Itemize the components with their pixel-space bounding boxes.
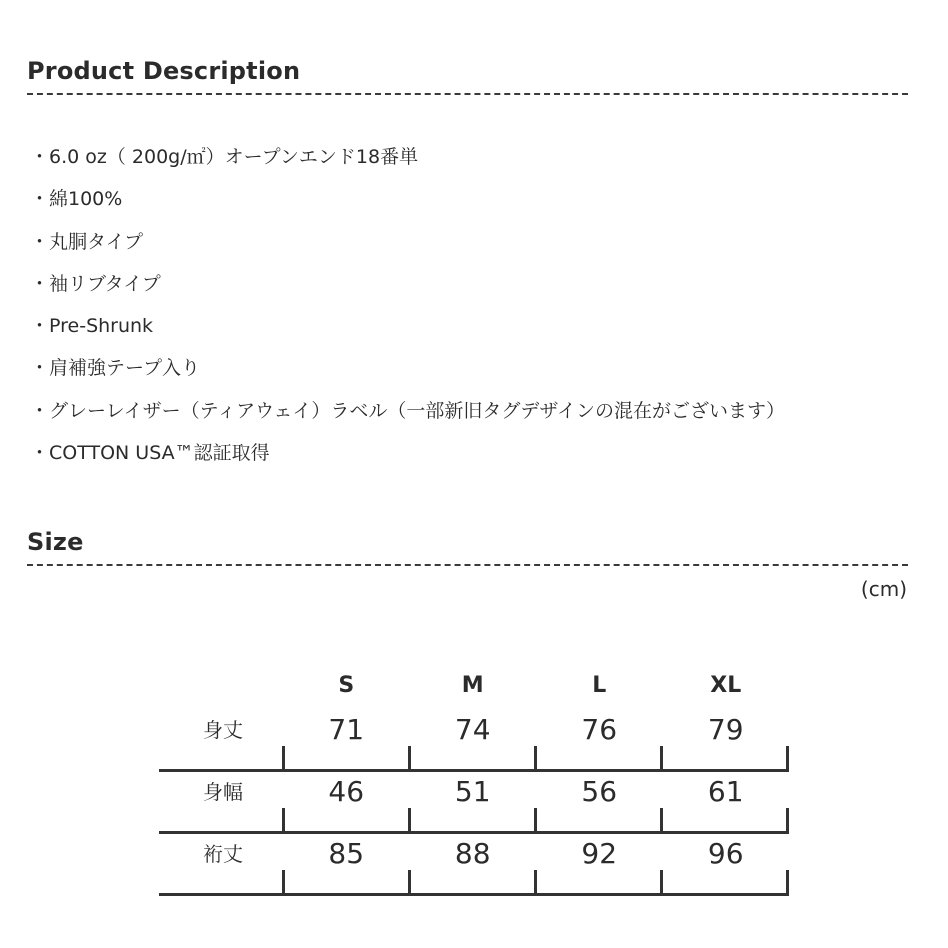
column-tick <box>408 870 411 893</box>
table-cell: 79 <box>707 713 744 746</box>
description-item: ・綿100% <box>30 188 123 211</box>
unit-label: (cm) <box>860 577 907 601</box>
description-item: ・Pre-Shrunk <box>30 315 154 338</box>
column-tick <box>534 808 537 831</box>
size-divider <box>27 564 908 566</box>
table-cell: 96 <box>707 837 744 870</box>
table-cell: 46 <box>328 775 365 808</box>
table-row <box>159 710 789 772</box>
table-row <box>159 772 789 834</box>
table-cell: 92 <box>581 837 618 870</box>
table-cell: 74 <box>454 713 491 746</box>
column-tick <box>786 870 789 893</box>
table-cell: 85 <box>328 837 365 870</box>
size-table <box>159 660 789 896</box>
size-column-header: XL <box>710 672 742 698</box>
table-cell: 61 <box>707 775 744 808</box>
description-item: ・6.0 oz（ 200g/㎡）オープンエンド18番単 <box>30 146 419 168</box>
column-tick <box>660 808 663 831</box>
table-row <box>159 834 789 896</box>
description-list <box>30 143 785 481</box>
size-column-header: S <box>338 672 355 698</box>
table-cell: 56 <box>581 775 618 808</box>
column-tick <box>282 808 285 831</box>
size-column-header: M <box>461 672 484 698</box>
column-tick <box>786 808 789 831</box>
column-tick <box>660 870 663 893</box>
table-cell: 51 <box>454 775 491 808</box>
size-table-header <box>159 660 789 710</box>
description-item: ・丸胴タイプ <box>30 230 144 253</box>
column-tick <box>282 870 285 893</box>
size-title: Size <box>27 528 84 556</box>
row-label: 裄丈 <box>203 842 243 866</box>
description-item: ・袖リブタイプ <box>30 272 161 295</box>
row-label: 身丈 <box>203 718 243 742</box>
size-column-header: L <box>592 672 607 698</box>
table-cell: 71 <box>328 713 365 746</box>
description-item: ・肩補強テープ入り <box>30 357 201 380</box>
table-cell: 88 <box>454 837 491 870</box>
column-tick <box>786 746 789 769</box>
column-tick <box>534 746 537 769</box>
product-description-title: Product Description <box>27 57 301 85</box>
column-tick <box>408 746 411 769</box>
table-cell: 76 <box>581 713 618 746</box>
column-tick <box>408 808 411 831</box>
title-divider <box>27 93 908 95</box>
row-label: 身幅 <box>203 780 243 804</box>
column-tick <box>534 870 537 893</box>
column-tick <box>282 746 285 769</box>
description-item: ・COTTON USA™認証取得 <box>30 442 270 465</box>
column-tick <box>660 746 663 769</box>
description-item: ・グレーレイザー（ティアウェイ）ラベル（一部新旧タグデザインの混在がございます） <box>30 399 786 422</box>
